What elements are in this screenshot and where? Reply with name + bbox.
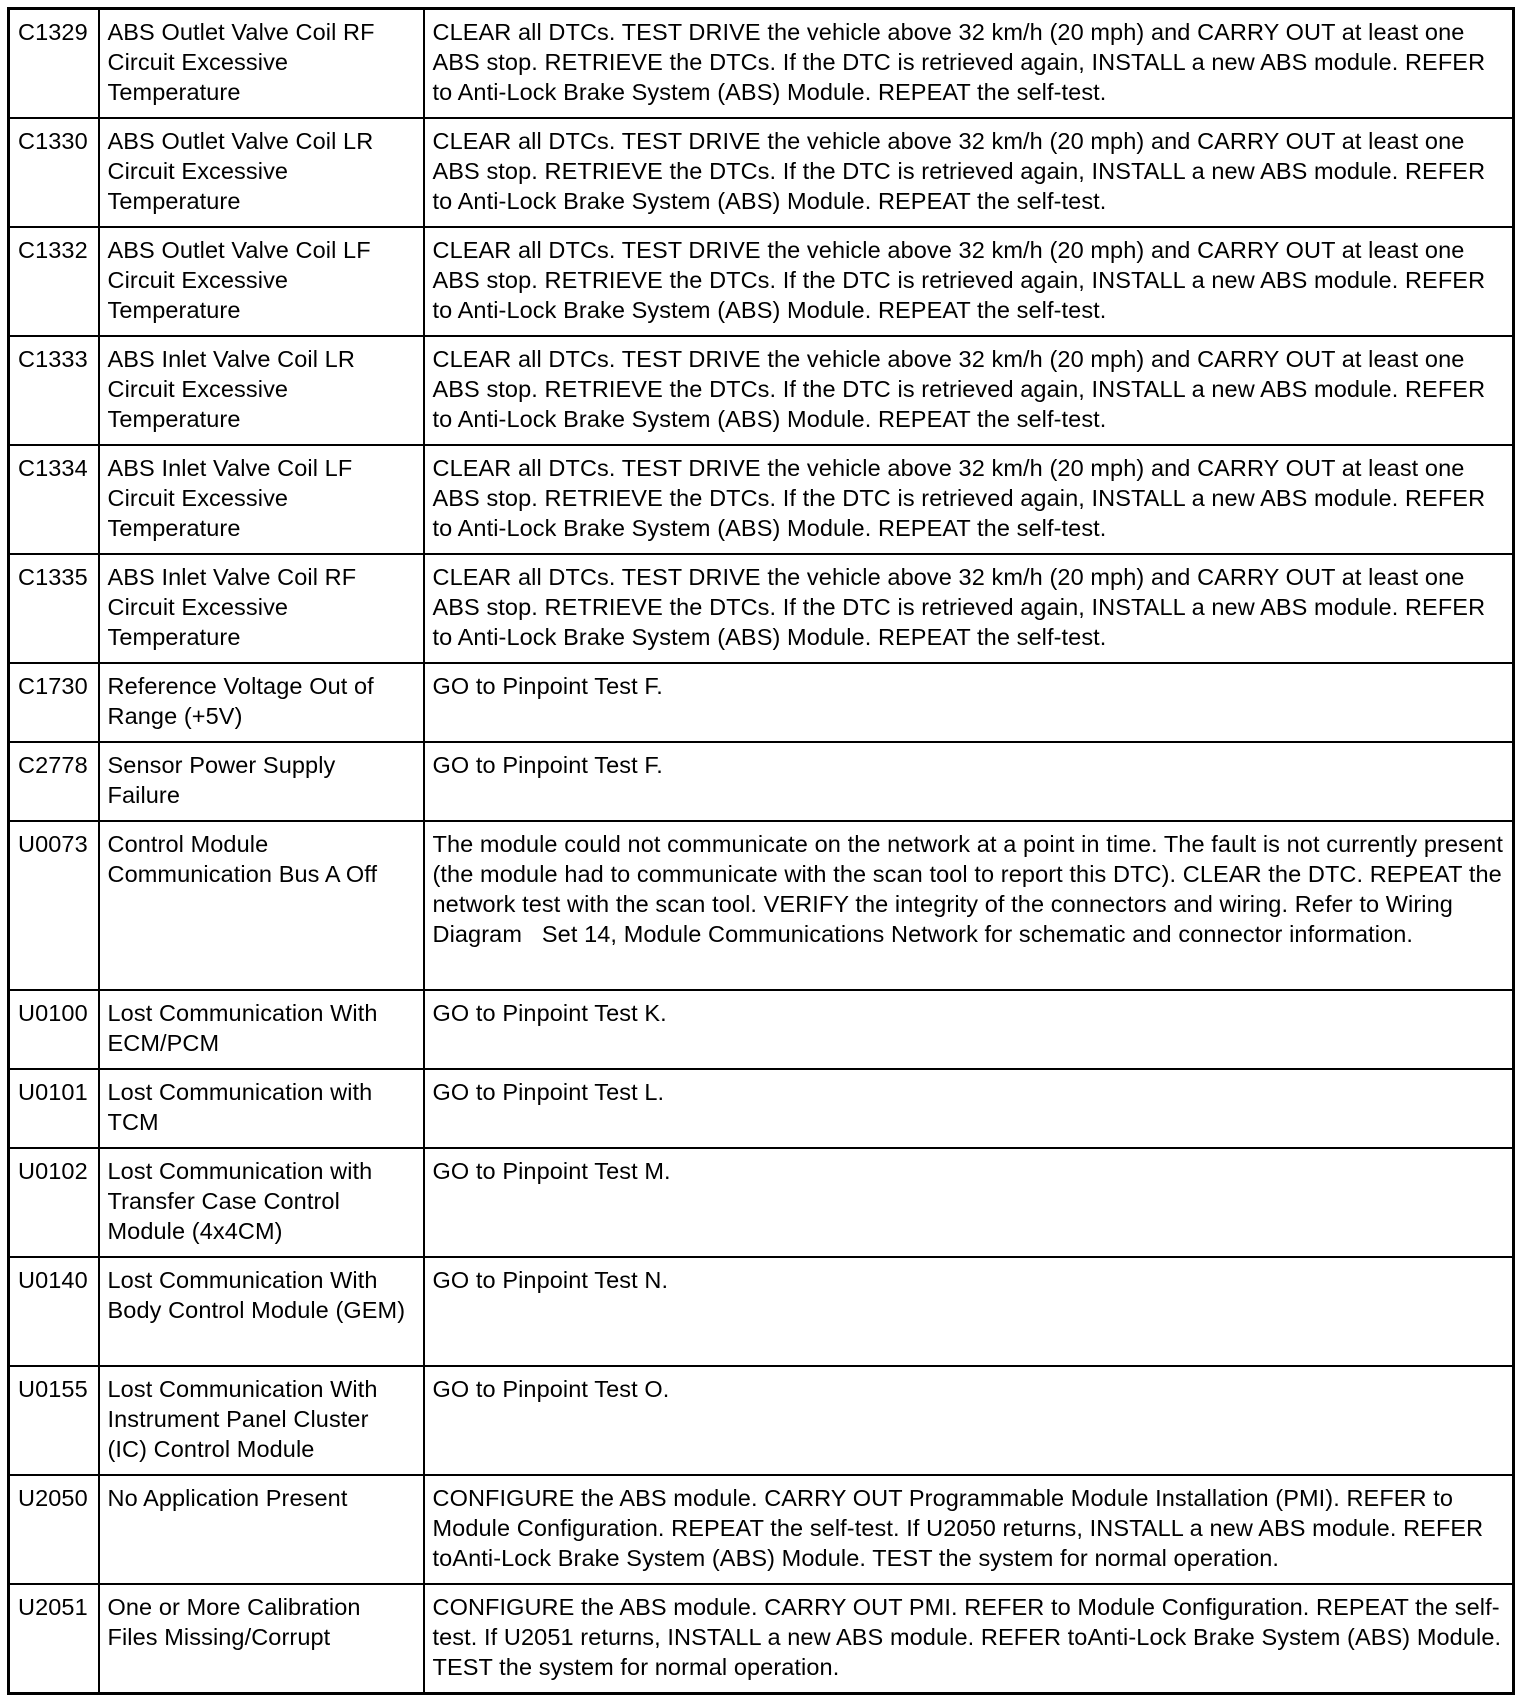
dtc-code: U2050 [9,1475,99,1584]
dtc-code: U0102 [9,1148,99,1257]
dtc-code: U0100 [9,990,99,1069]
table-row [9,118,1514,227]
dtc-code: C1329 [9,9,99,119]
dtc-action: GO to Pinpoint Test L. [424,1069,1514,1148]
table-row [9,1257,1514,1366]
table-row [9,336,1514,445]
dtc-action: The module could not communicate on the network at a point in time. The fault is not currently present (the module had to communicate with the scan tool to report this DTC). CLEAR the DTC. REPEAT the network test with the scan tool. VERIFY the integrity of the connectors and wiring. Refer to Wiring Diagram Set 14, Module Communications Network for schematic and connector information. [424,821,1514,990]
dtc-code: C1334 [9,445,99,554]
table-row [9,1366,1514,1475]
table-row [9,821,1514,990]
dtc-action: CLEAR all DTCs. TEST DRIVE the vehicle above 32 km/h (20 mph) and CARRY OUT at least one ABS stop. RETRIEVE the DTCs. If the DTC is retrieved again, INSTALL a new ABS module. REFER to Anti-Lock Brake System (ABS) Module. REPEAT the self-test. [424,227,1514,336]
dtc-code: C1330 [9,118,99,227]
table-row [9,1069,1514,1148]
dtc-description: Control Module Communication Bus A Off [99,821,424,990]
table-row [9,445,1514,554]
table-row [9,9,1514,119]
table-row [9,1584,1514,1694]
dtc-action: GO to Pinpoint Test M. [424,1148,1514,1257]
table-row [9,554,1514,663]
dtc-action: CLEAR all DTCs. TEST DRIVE the vehicle above 32 km/h (20 mph) and CARRY OUT at least one ABS stop. RETRIEVE the DTCs. If the DTC is retrieved again, INSTALL a new ABS module. REFER to Anti-Lock Brake System (ABS) Module. REPEAT the self-test. [424,554,1514,663]
dtc-action: GO to Pinpoint Test O. [424,1366,1514,1475]
dtc-description: Sensor Power Supply Failure [99,742,424,821]
dtc-action: GO to Pinpoint Test N. [424,1257,1514,1366]
table-row [9,990,1514,1069]
table-row [9,1148,1514,1257]
dtc-action: CLEAR all DTCs. TEST DRIVE the vehicle above 32 km/h (20 mph) and CARRY OUT at least one ABS stop. RETRIEVE the DTCs. If the DTC is retrieved again, INSTALL a new ABS module. REFER to Anti-Lock Brake System (ABS) Module. REPEAT the self-test. [424,336,1514,445]
dtc-description: ABS Outlet Valve Coil LF Circuit Excessive Temperature [99,227,424,336]
dtc-description: ABS Inlet Valve Coil LF Circuit Excessive Temperature [99,445,424,554]
dtc-table [7,7,1515,1695]
dtc-description: ABS Inlet Valve Coil RF Circuit Excessive Temperature [99,554,424,663]
dtc-description: One or More Calibration Files Missing/Corrupt [99,1584,424,1694]
dtc-code: U0101 [9,1069,99,1148]
dtc-action: CONFIGURE the ABS module. CARRY OUT Programmable Module Installation (PMI). REFER to Module Configuration. REPEAT the self-test. If U2050 returns, INSTALL a new ABS module. REFER toAnti-Lock Brake System (ABS) Module. TEST the system for normal operation. [424,1475,1514,1584]
dtc-code: U0155 [9,1366,99,1475]
dtc-code: U0073 [9,821,99,990]
dtc-description: Lost Communication with TCM [99,1069,424,1148]
dtc-code: U2051 [9,1584,99,1694]
dtc-description: Lost Communication With Body Control Module (GEM) [99,1257,424,1366]
dtc-description: Lost Communication with Transfer Case Control Module (4x4CM) [99,1148,424,1257]
dtc-action: GO to Pinpoint Test K. [424,990,1514,1069]
dtc-action: GO to Pinpoint Test F. [424,663,1514,742]
dtc-description: ABS Outlet Valve Coil LR Circuit Excessive Temperature [99,118,424,227]
dtc-code: C1730 [9,663,99,742]
dtc-description: ABS Outlet Valve Coil RF Circuit Excessive Temperature [99,9,424,119]
dtc-action: CLEAR all DTCs. TEST DRIVE the vehicle above 32 km/h (20 mph) and CARRY OUT at least one ABS stop. RETRIEVE the DTCs. If the DTC is retrieved again, INSTALL a new ABS module. REFER to Anti-Lock Brake System (ABS) Module. REPEAT the self-test. [424,118,1514,227]
table-row [9,663,1514,742]
table-row [9,227,1514,336]
dtc-code: C1332 [9,227,99,336]
dtc-description: Reference Voltage Out of Range (+5V) [99,663,424,742]
dtc-action: CONFIGURE the ABS module. CARRY OUT PMI. REFER to Module Configuration. REPEAT the self-test. If U2051 returns, INSTALL a new ABS module. REFER toAnti-Lock Brake System (ABS) Module. TEST the system for normal operation. [424,1584,1514,1694]
dtc-code: U0140 [9,1257,99,1366]
dtc-action: GO to Pinpoint Test F. [424,742,1514,821]
dtc-code: C1335 [9,554,99,663]
dtc-code: C2778 [9,742,99,821]
dtc-description: Lost Communication With Instrument Panel Cluster (IC) Control Module [99,1366,424,1475]
dtc-code: C1333 [9,336,99,445]
dtc-description: ABS Inlet Valve Coil LR Circuit Excessive Temperature [99,336,424,445]
dtc-action: CLEAR all DTCs. TEST DRIVE the vehicle above 32 km/h (20 mph) and CARRY OUT at least one ABS stop. RETRIEVE the DTCs. If the DTC is retrieved again, INSTALL a new ABS module. REFER to Anti-Lock Brake System (ABS) Module. REPEAT the self-test. [424,9,1514,119]
table-row [9,742,1514,821]
table-row [9,1475,1514,1584]
dtc-action: CLEAR all DTCs. TEST DRIVE the vehicle above 32 km/h (20 mph) and CARRY OUT at least one ABS stop. RETRIEVE the DTCs. If the DTC is retrieved again, INSTALL a new ABS module. REFER to Anti-Lock Brake System (ABS) Module. REPEAT the self-test. [424,445,1514,554]
dtc-description: Lost Communication With ECM/PCM [99,990,424,1069]
dtc-description: No Application Present [99,1475,424,1584]
